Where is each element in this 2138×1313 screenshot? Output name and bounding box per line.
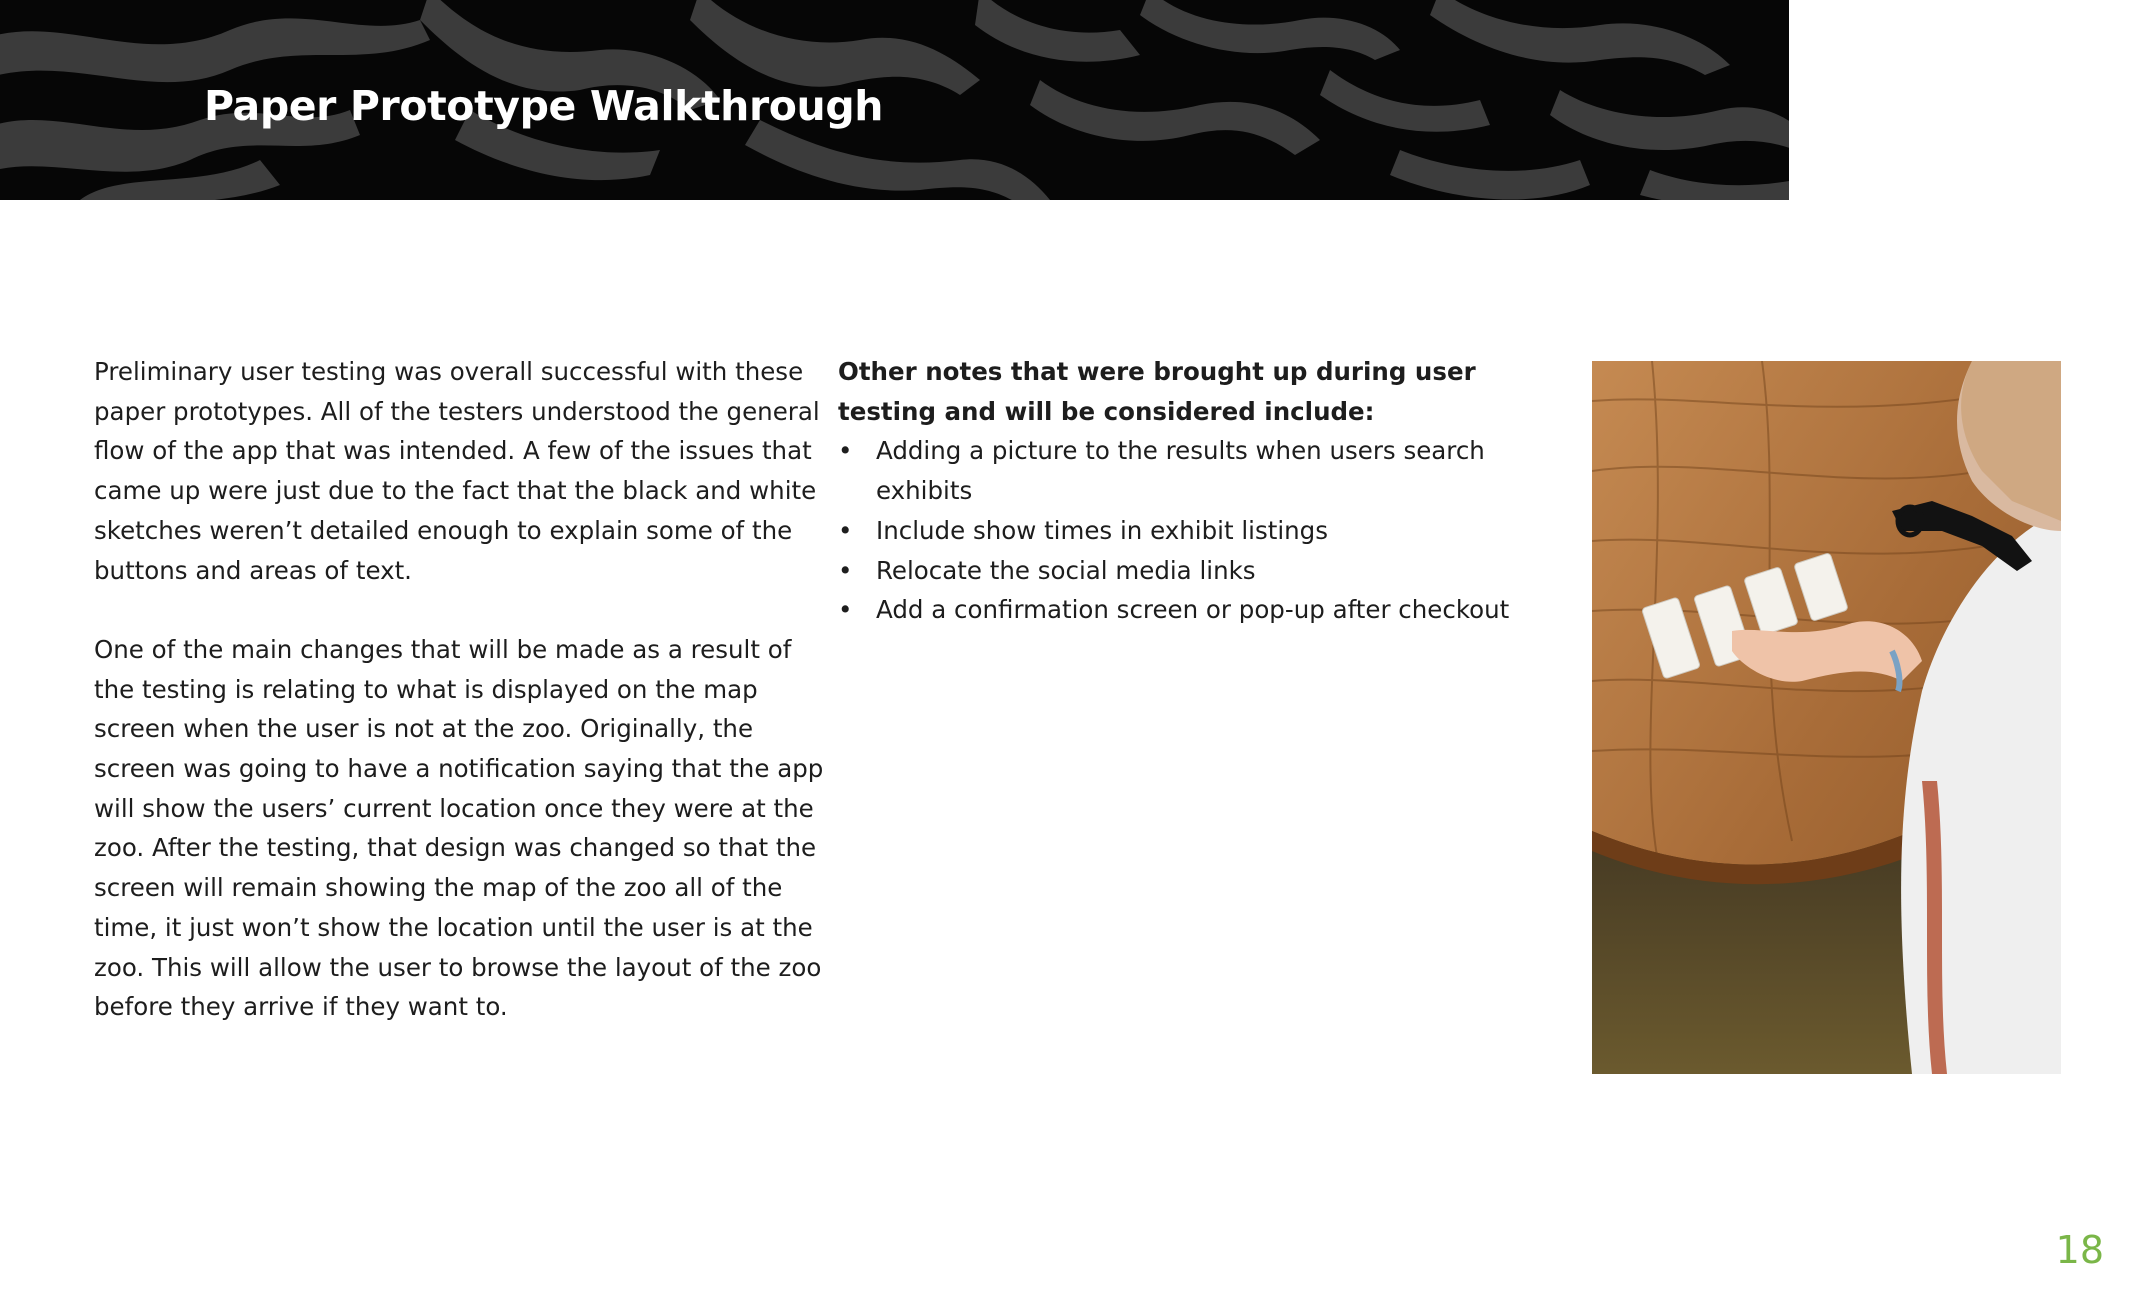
list-item (838, 431, 1558, 510)
list-item (838, 511, 1558, 551)
slide-title: Paper Prototype Walkthrough (204, 82, 884, 130)
bullet-icon: • (838, 555, 853, 585)
notes-list (838, 431, 1558, 630)
list-item-text: Include show times in exhibit listings (876, 515, 1328, 545)
summary-paragraph: Preliminary user testing was overall successful with these paper prototypes. All of the testers understood the general flow of the app that was intended. A few of the issues that came up were just due to the fact that the black and white sketches weren’t detailed enough to explain some of the buttons and areas of text. (94, 357, 820, 585)
list-item (838, 551, 1558, 591)
paragraph-spacer (94, 590, 824, 630)
photo-illustration (1592, 361, 2061, 1074)
bullet-icon: • (838, 436, 853, 466)
header-band (0, 0, 1789, 200)
list-item-text: Add a confirmation screen or pop-up after checkout (876, 595, 1510, 625)
user-testing-photo (1592, 361, 2061, 1074)
main-change-paragraph: One of the main changes that will be made as a result of the testing is relating to what is displayed on the map screen when the user is not at the zoo. Originally, the screen was going to have a notification saying that the app will show the users’ current location once they were at the zoo. After the testing, that design was changed so that the screen will remain showing the map of the zoo all of the time, it just won’t show the location until the user is at the zoo. This will allow the user to browse the layout of the zoo before they arrive if they want to. (94, 634, 824, 1022)
bullet-icon: • (838, 595, 853, 625)
list-item-text: Adding a picture to the results when users search exhibits (876, 436, 1485, 506)
notes-column (838, 352, 1558, 630)
page-number: 18 (2055, 1228, 2104, 1272)
bullet-icon: • (838, 515, 853, 545)
summary-column (94, 352, 824, 1027)
list-item (838, 590, 1558, 630)
notes-heading: Other notes that were brought up during user testing and will be considered include: (838, 357, 1476, 426)
list-item-text: Relocate the social media links (876, 555, 1256, 585)
